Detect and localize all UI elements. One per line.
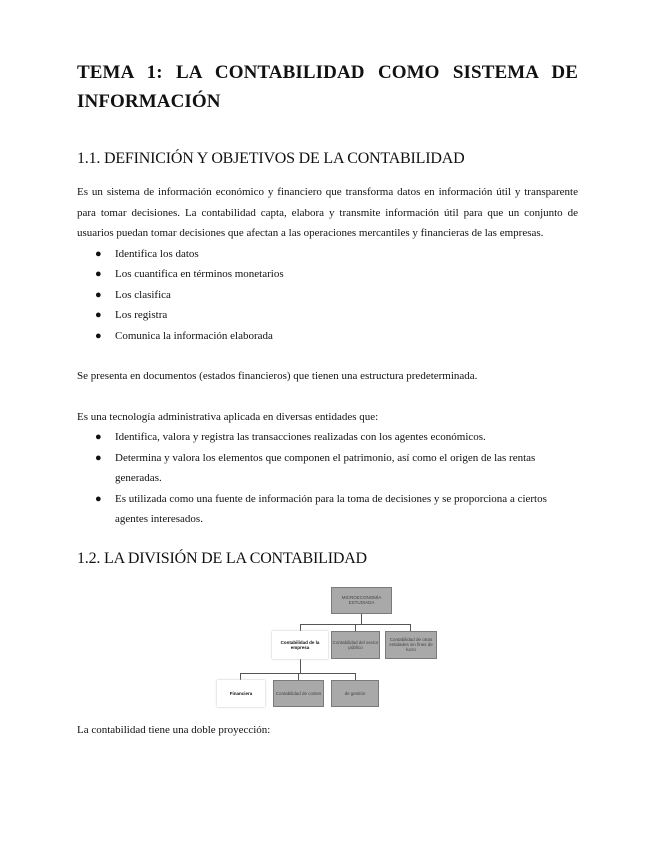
bullet-icon: ● — [95, 247, 102, 260]
bullet-icon: ● — [95, 288, 102, 301]
accounting-division-diagram — [0, 582, 655, 712]
list-item: ● Los registra — [115, 305, 578, 326]
bullet-icon: ● — [95, 329, 102, 342]
list-item: ● Comunica la información elaborada — [115, 326, 578, 347]
diagram-node-financial: Financiera — [217, 680, 265, 707]
bullet-icon: ● — [95, 431, 102, 443]
list-item: ● Identifica los datos — [115, 244, 578, 265]
list-item: ● Es utilizada como una fuente de información para la toma de decisiones y se proporciona a ciertos agentes interesados. — [115, 489, 578, 530]
document-title: TEMA 1: LA CONTABILIDAD COMO SISTEMA DE INFORMACIÓN — [77, 62, 578, 112]
bullet-icon: ● — [95, 268, 102, 280]
financial-statements-paragraph: Se presenta en documentos (estados financieros) que tienen una estructura predeterminada. — [77, 370, 478, 382]
technology-list — [77, 427, 578, 530]
list-item: ● Los cuantifica en términos monetarios — [115, 264, 578, 285]
diagram-root-node: MICROECONOMÍA ESTUDIADA — [331, 587, 392, 614]
diagram-node-other-entities: Contabilidad de otras entidades sin fines de lucro — [385, 631, 437, 659]
diagram-node-public-sector: Contabilidad del sector público — [331, 631, 380, 659]
diagram-node-management: de gestión — [331, 680, 379, 707]
bullet-icon: ● — [95, 451, 102, 464]
list-item: ● Determina y valora los elementos que componen el patrimonio, así como el origen de las rentas generadas. — [115, 448, 578, 489]
list-item: ● Los clasifica — [115, 285, 578, 306]
technology-paragraph: Es una tecnología administrativa aplicada en diversas entidades que: — [77, 410, 379, 423]
closing-paragraph: La contabilidad tiene una doble proyección: — [77, 723, 271, 736]
diagram-node-cost: Contabilidad de costes — [273, 680, 324, 707]
section-heading-definition: 1.1. DEFINICIÓN Y OBJETIVOS DE LA CONTABILIDAD — [77, 150, 465, 167]
bullet-icon: ● — [95, 309, 102, 321]
intro-paragraph: Es un sistema de información económico y financiero que transforma datos en información útil y transparente para tomar decisiones. La contabilidad capta, elabora y transmite información útil para que un conjunto de usuarios puedan tomar decisiones que afectan a las operaciones mercantiles y financieras de las empresas. — [77, 186, 578, 239]
diagram-node-company: Contabilidad de la empresa — [272, 631, 328, 659]
objectives-list — [77, 244, 578, 347]
section-heading-division: 1.2. LA DIVISIÓN DE LA CONTABILIDAD — [77, 549, 367, 567]
list-item: ● Identifica, valora y registra las transacciones realizadas con los agentes económicos. — [115, 427, 578, 448]
bullet-icon: ● — [95, 492, 102, 505]
